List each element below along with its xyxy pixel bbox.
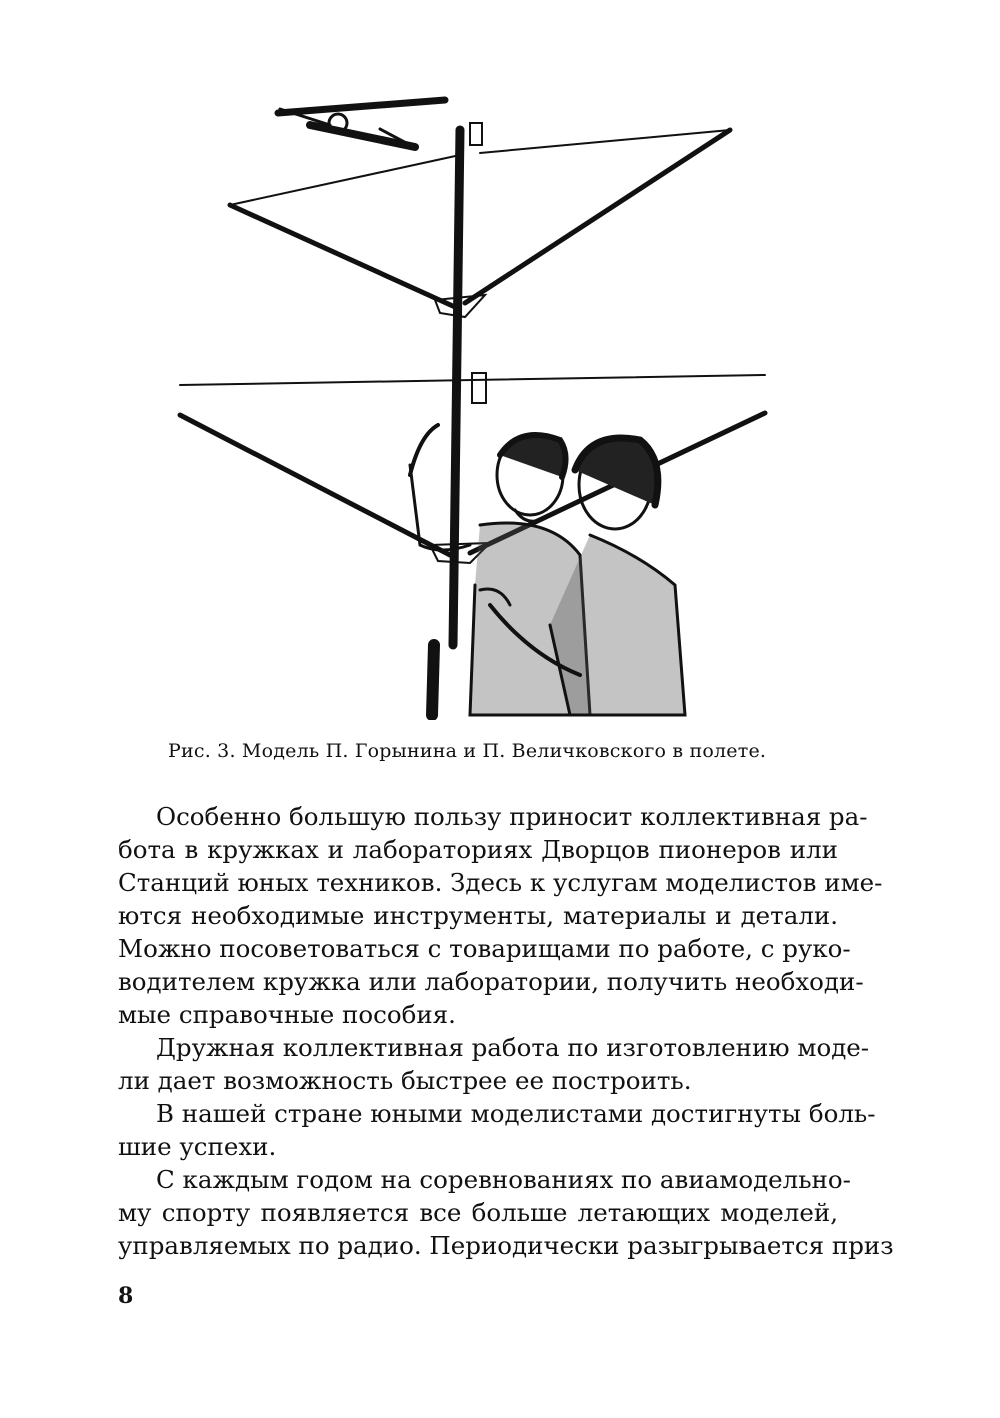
page-number: 8 (118, 1283, 134, 1309)
text-line: С каждым годом на соревнованиях по авиамодельно- (156, 1165, 851, 1194)
text-line: водителем кружка или лаборатории, получить необходи- (118, 967, 864, 996)
figure-illustration (170, 85, 780, 720)
body-text (118, 800, 894, 1262)
text-line: ются необходимые инструменты, материалы и детали. (118, 901, 838, 930)
model-flight-drawing (170, 85, 780, 720)
text-line: Можно посоветоваться с товарищами по работе, с руко- (118, 934, 851, 963)
airplane-model (278, 100, 445, 147)
text-line: шие успехи. (118, 1132, 277, 1161)
text-line: В нашей стране юными моделистами достигнуты боль- (156, 1099, 876, 1128)
text-line: бота в кружках и лабораториях Дворцов пионеров или (118, 835, 838, 864)
text-line: Станций юных техников. Здесь к услугам моделистов име- (118, 868, 883, 897)
lower-rotor (180, 413, 765, 563)
text-line: му спорту появляется все больше летающих моделей, (118, 1198, 838, 1227)
text-line: управляемых по радио. Периодически разыгрывается приз (118, 1231, 894, 1260)
text-line: мые справочные пособия. (118, 1000, 456, 1029)
text-line: Дружная коллективная работа по изготовлению моде- (156, 1033, 870, 1062)
figure-caption: Рис. 3. Модель П. Горынина и П. Величковского в полете. (168, 740, 767, 762)
upper-rotor (230, 130, 730, 317)
text-line: ли дает возможность быстрее ее построить. (118, 1066, 692, 1095)
text-line: Особенно большую пользу приносит коллективная ра- (156, 802, 868, 831)
